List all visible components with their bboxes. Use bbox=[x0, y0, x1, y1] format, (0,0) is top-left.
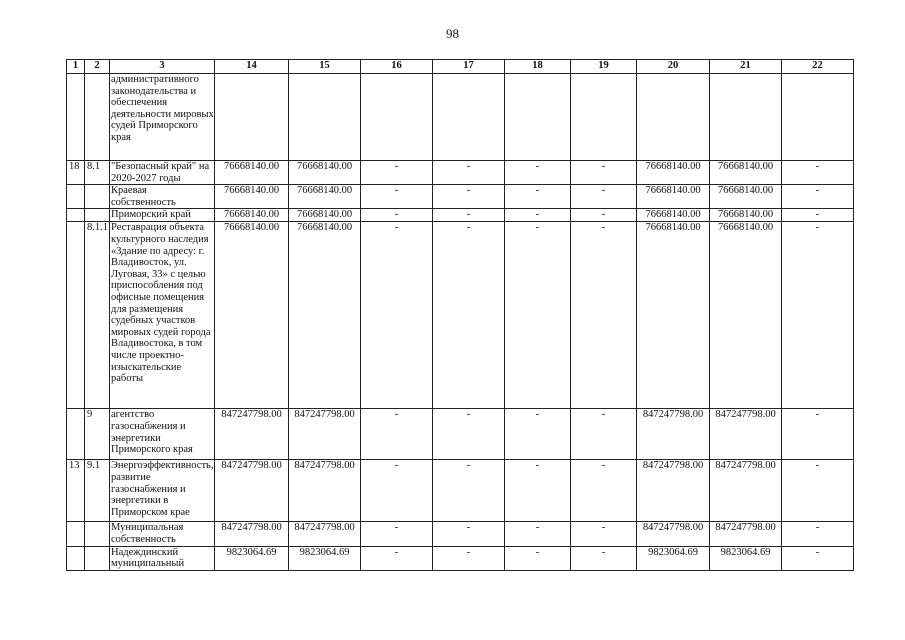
row-code bbox=[85, 522, 110, 546]
cell-col18: - bbox=[505, 209, 571, 222]
row-code bbox=[85, 546, 110, 570]
row-number bbox=[67, 185, 85, 209]
table-row bbox=[67, 74, 854, 161]
cell-col20: 847247798.00 bbox=[637, 460, 710, 522]
cell-col18: - bbox=[505, 460, 571, 522]
page-number: 98 bbox=[446, 26, 459, 41]
cell-col14: 76668140.00 bbox=[215, 222, 289, 409]
row-number: 13 bbox=[67, 460, 85, 522]
cell-col17: - bbox=[433, 161, 505, 185]
cell-col16: - bbox=[361, 161, 433, 185]
column-header: 19 bbox=[571, 60, 637, 74]
cell-col20: 9823064.69 bbox=[637, 546, 710, 570]
cell-col18: - bbox=[505, 222, 571, 409]
cell-col15: 76668140.00 bbox=[289, 209, 361, 222]
cell-col21: 9823064.69 bbox=[710, 546, 782, 570]
budget-table bbox=[66, 59, 854, 571]
row-number: 18 bbox=[67, 161, 85, 185]
cell-col16: - bbox=[361, 222, 433, 409]
cell-col14: 847247798.00 bbox=[215, 522, 289, 546]
row-name: Муниципальная собственность bbox=[110, 522, 215, 546]
cell-col17: - bbox=[433, 522, 505, 546]
cell-col22: - bbox=[782, 222, 854, 409]
row-code bbox=[85, 209, 110, 222]
cell-col20: 847247798.00 bbox=[637, 522, 710, 546]
row-name: Энергоэффективность, развитие газоснабжения и энергетики в Приморском крае bbox=[110, 460, 215, 522]
cell-col20: 76668140.00 bbox=[637, 222, 710, 409]
cell-col16: - bbox=[361, 522, 433, 546]
cell-col20: 76668140.00 bbox=[637, 185, 710, 209]
row-name: агентство газоснабжения и энергетики Приморского края bbox=[110, 409, 215, 460]
cell-col15: 847247798.00 bbox=[289, 409, 361, 460]
cell-col16: - bbox=[361, 546, 433, 570]
cell-col15: 9823064.69 bbox=[289, 546, 361, 570]
table-row bbox=[67, 161, 854, 185]
column-header: 22 bbox=[782, 60, 854, 74]
table-row bbox=[67, 209, 854, 222]
row-name: Приморский край bbox=[110, 209, 215, 222]
header-row bbox=[67, 60, 854, 74]
cell-col14 bbox=[215, 74, 289, 161]
row-code: 8.1 bbox=[85, 161, 110, 185]
table-row bbox=[67, 460, 854, 522]
column-header: 16 bbox=[361, 60, 433, 74]
cell-col14: 847247798.00 bbox=[215, 409, 289, 460]
cell-col22: - bbox=[782, 409, 854, 460]
row-number bbox=[67, 74, 85, 161]
cell-col14: 847247798.00 bbox=[215, 460, 289, 522]
row-number bbox=[67, 209, 85, 222]
cell-col21: 76668140.00 bbox=[710, 222, 782, 409]
cell-col20 bbox=[637, 74, 710, 161]
column-header: 18 bbox=[505, 60, 571, 74]
cell-col18: - bbox=[505, 546, 571, 570]
column-header: 1 bbox=[67, 60, 85, 74]
row-name: Краевая собственность bbox=[110, 185, 215, 209]
table-row bbox=[67, 409, 854, 460]
cell-col19: - bbox=[571, 185, 637, 209]
cell-col15: 76668140.00 bbox=[289, 185, 361, 209]
cell-col19: - bbox=[571, 460, 637, 522]
cell-col22: - bbox=[782, 209, 854, 222]
column-header: 20 bbox=[637, 60, 710, 74]
cell-col15 bbox=[289, 74, 361, 161]
cell-col19: - bbox=[571, 409, 637, 460]
cell-col22: - bbox=[782, 546, 854, 570]
row-number bbox=[67, 409, 85, 460]
cell-col18 bbox=[505, 74, 571, 161]
row-number bbox=[67, 522, 85, 546]
row-number bbox=[67, 546, 85, 570]
row-name: Надеждинский муниципальный bbox=[110, 546, 215, 570]
cell-col17: - bbox=[433, 222, 505, 409]
cell-col20: 76668140.00 bbox=[637, 161, 710, 185]
cell-col21: 847247798.00 bbox=[710, 460, 782, 522]
cell-col17: - bbox=[433, 209, 505, 222]
row-code: 9.1 bbox=[85, 460, 110, 522]
cell-col19 bbox=[571, 74, 637, 161]
cell-col15: 76668140.00 bbox=[289, 161, 361, 185]
cell-col17: - bbox=[433, 185, 505, 209]
row-code: 9 bbox=[85, 409, 110, 460]
cell-col20: 76668140.00 bbox=[637, 209, 710, 222]
row-name: административного законодательства и обеспечения деятельности мировых судей Приморского края bbox=[110, 74, 215, 161]
cell-col17: - bbox=[433, 460, 505, 522]
cell-col16: - bbox=[361, 185, 433, 209]
cell-col21: 847247798.00 bbox=[710, 522, 782, 546]
cell-col16: - bbox=[361, 460, 433, 522]
cell-col17: - bbox=[433, 546, 505, 570]
column-header: 14 bbox=[215, 60, 289, 74]
cell-col17 bbox=[433, 74, 505, 161]
cell-col15: 76668140.00 bbox=[289, 222, 361, 409]
column-header: 17 bbox=[433, 60, 505, 74]
cell-col21: 76668140.00 bbox=[710, 209, 782, 222]
cell-col14: 9823064.69 bbox=[215, 546, 289, 570]
row-name: Реставрация объекта культурного наследия «Здание по адресу: г. Владивосток, ул. Луговая, 33» с целью приспособления под офисные помещения для размещения судебных участков мировых судей города Владивостока, в том числе проектно-изыскательские работы bbox=[110, 222, 215, 409]
cell-col21: 76668140.00 bbox=[710, 185, 782, 209]
column-header: 15 bbox=[289, 60, 361, 74]
cell-col19: - bbox=[571, 546, 637, 570]
row-code bbox=[85, 74, 110, 161]
cell-col15: 847247798.00 bbox=[289, 460, 361, 522]
cell-col14: 76668140.00 bbox=[215, 161, 289, 185]
column-header: 3 bbox=[110, 60, 215, 74]
table-row bbox=[67, 546, 854, 570]
cell-col19: - bbox=[571, 222, 637, 409]
cell-col18: - bbox=[505, 161, 571, 185]
row-code bbox=[85, 185, 110, 209]
cell-col14: 76668140.00 bbox=[215, 185, 289, 209]
cell-col22 bbox=[782, 74, 854, 161]
cell-col14: 76668140.00 bbox=[215, 209, 289, 222]
row-number bbox=[67, 222, 85, 409]
table-row bbox=[67, 222, 854, 409]
cell-col15: 847247798.00 bbox=[289, 522, 361, 546]
row-name: "Безопасный край" на 2020-2027 годы bbox=[110, 161, 215, 185]
cell-col19: - bbox=[571, 161, 637, 185]
cell-col21: 847247798.00 bbox=[710, 409, 782, 460]
cell-col22: - bbox=[782, 161, 854, 185]
cell-col19: - bbox=[571, 522, 637, 546]
cell-col22: - bbox=[782, 522, 854, 546]
cell-col16: - bbox=[361, 209, 433, 222]
cell-col21 bbox=[710, 74, 782, 161]
cell-col18: - bbox=[505, 522, 571, 546]
cell-col22: - bbox=[782, 185, 854, 209]
cell-col19: - bbox=[571, 209, 637, 222]
cell-col17: - bbox=[433, 409, 505, 460]
cell-col20: 847247798.00 bbox=[637, 409, 710, 460]
cell-col18: - bbox=[505, 185, 571, 209]
table-row bbox=[67, 522, 854, 546]
column-header: 2 bbox=[85, 60, 110, 74]
table-row bbox=[67, 185, 854, 209]
cell-col16: - bbox=[361, 409, 433, 460]
cell-col18: - bbox=[505, 409, 571, 460]
column-header: 21 bbox=[710, 60, 782, 74]
cell-col21: 76668140.00 bbox=[710, 161, 782, 185]
row-code: 8.1.1 bbox=[85, 222, 110, 409]
cell-col16 bbox=[361, 74, 433, 161]
cell-col22: - bbox=[782, 460, 854, 522]
